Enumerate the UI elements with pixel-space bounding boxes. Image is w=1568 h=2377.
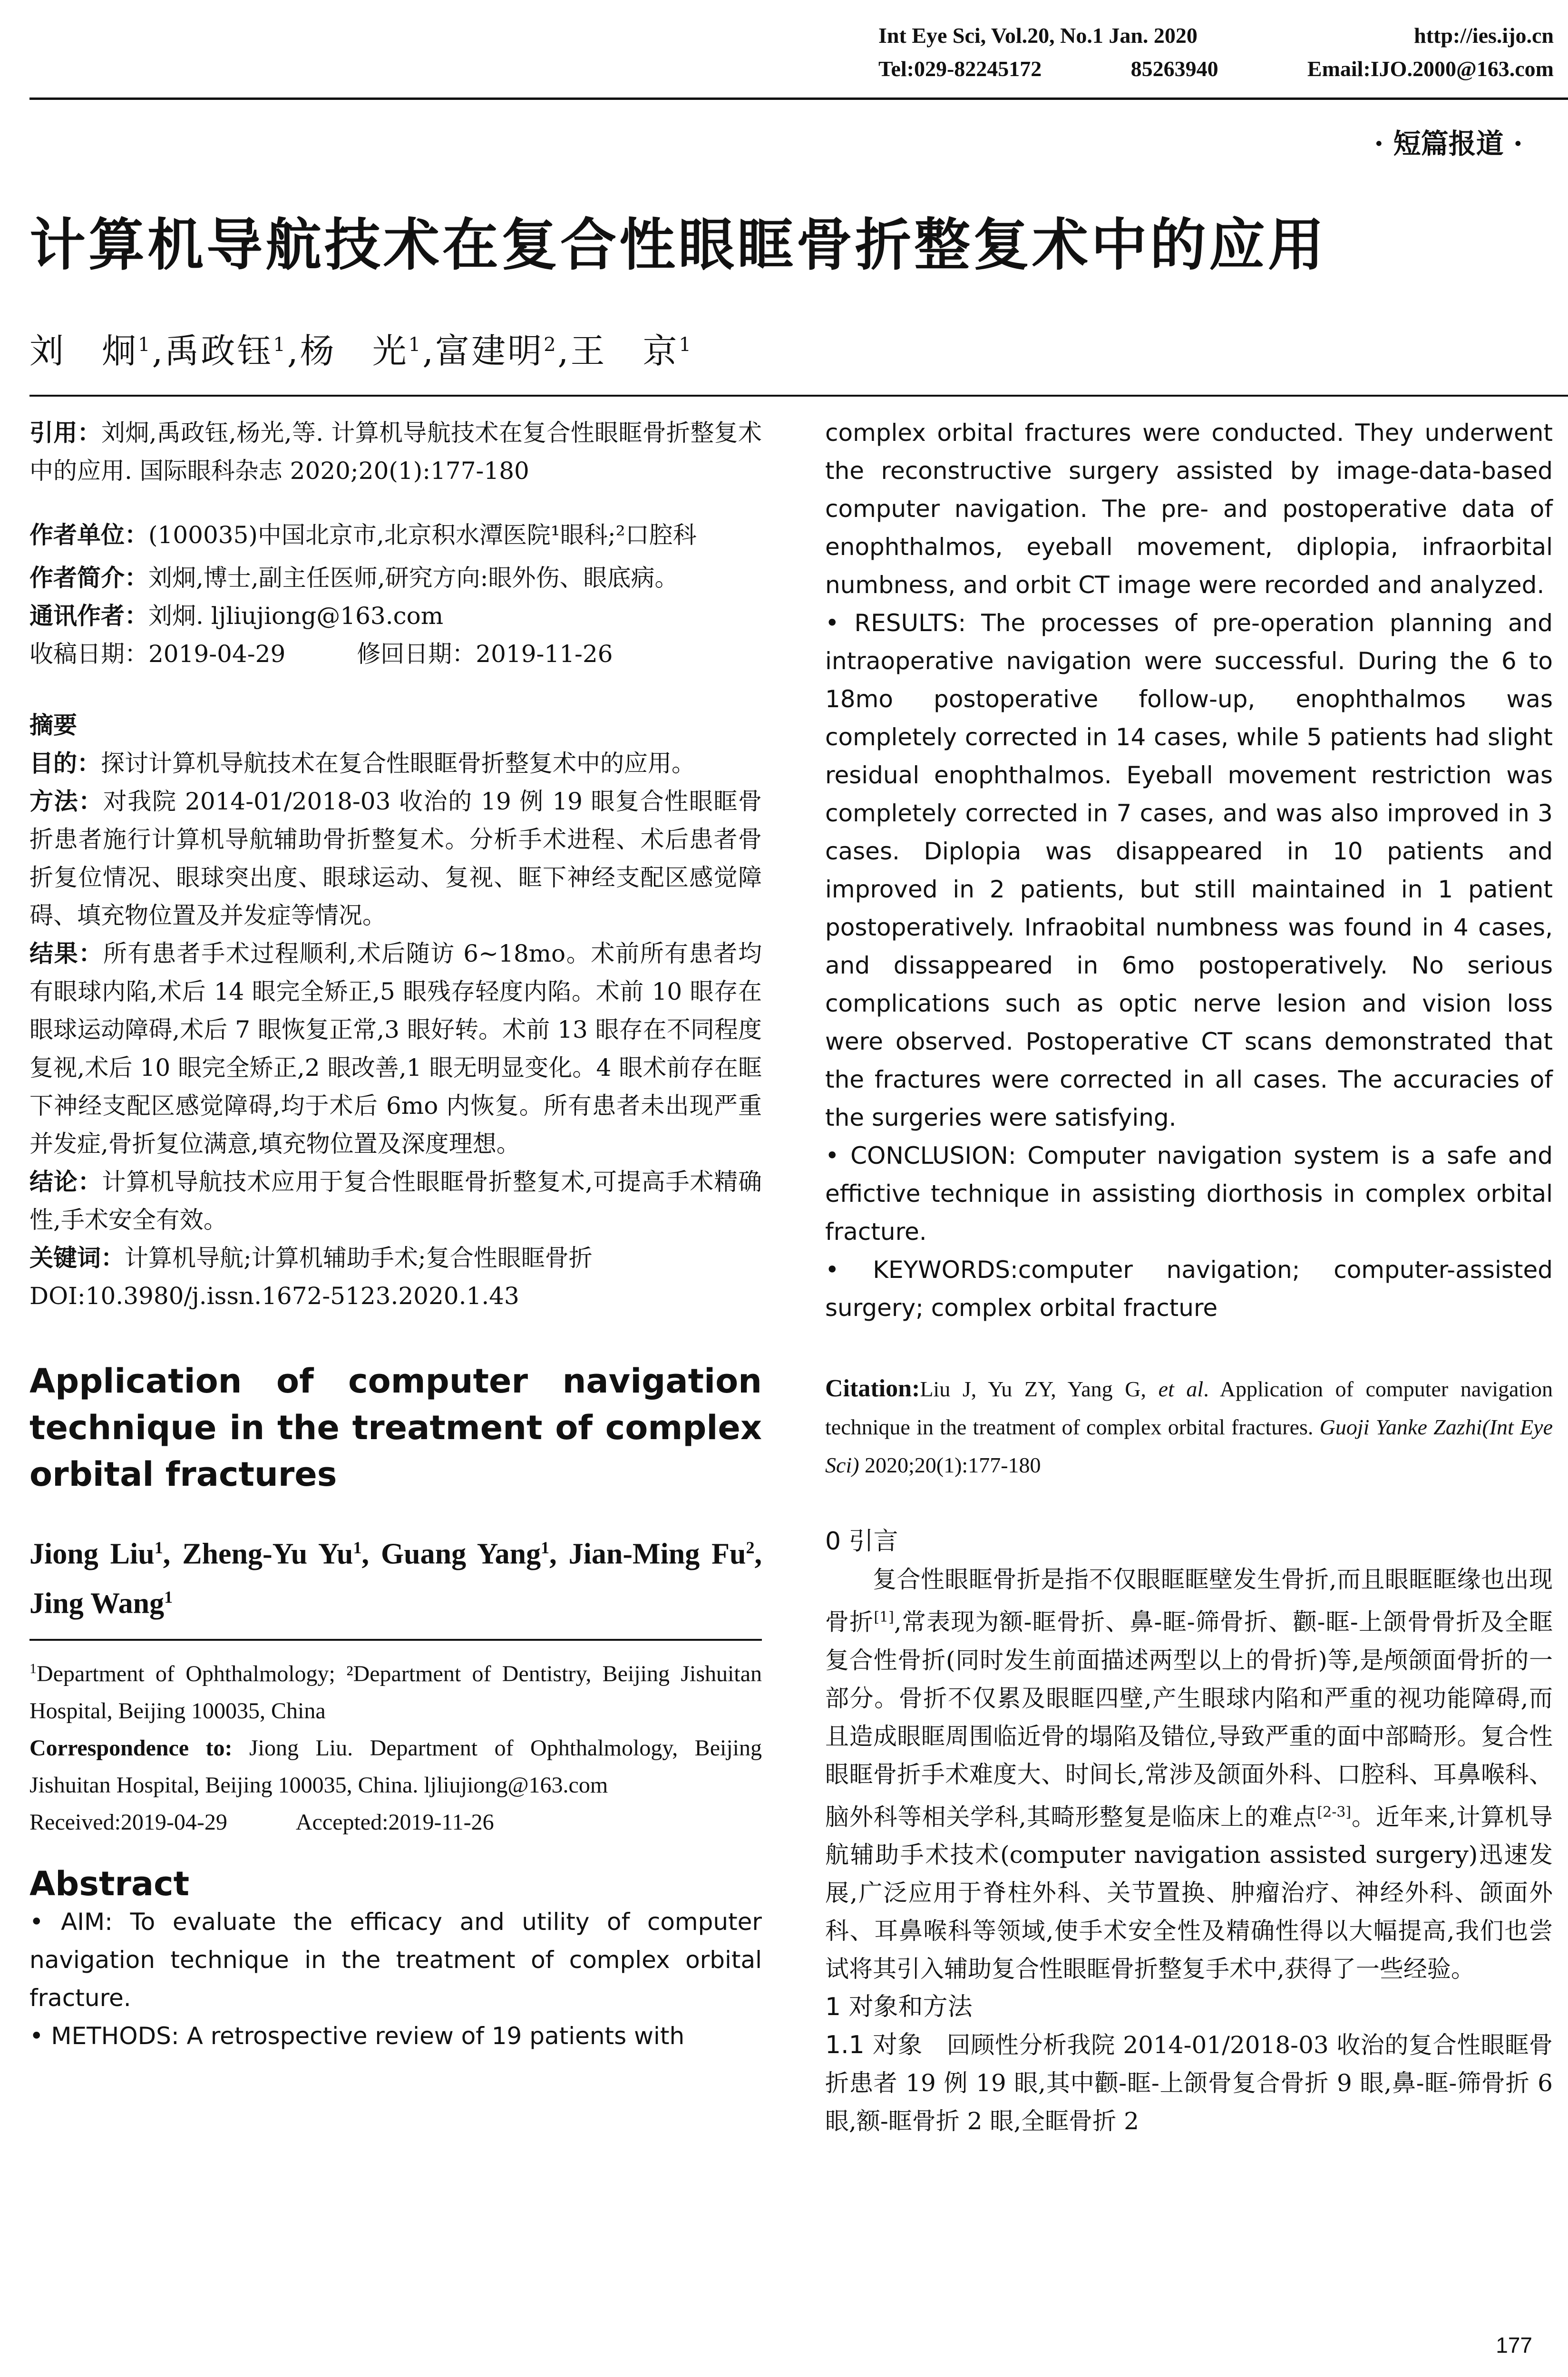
article-title: 计算机导航技术在复合性眼眶骨折整复术中的应用 — [29, 212, 1327, 278]
results-en: • RESULTS: The processes of pre-operation planning and intraoperative navigation were successful. During the 6 to 18mo postoperative follow-up, enophthalmos was completely corrected in 14 cases, while 5 patients had slight residual enophthalmos. Eyeball movement restriction was completely corrected in 7 cases, and was also improved in 3 cases. Diplopia was disappeared in 10 patients and improved in 2 patients, but still maintained in 1 patient postoperatively. Infraobital numbness was found in 4 cases, and dissappeared in 6mo postoperatively. No serious complications such as optic nerve lesion and vision loss were observed. Postoperative CT scans demonstrated that the fractures were corrected in all cases. The accuracies of the surgeries were satisfying. — [825, 609, 1553, 1131]
affiliation-cn: 作者单位：(100035)中国北京市,北京积水潭医院¹眼科;²口腔科 — [29, 521, 697, 549]
section1-1-paragraph: 1.1 对象 回顾性分析我院 2014-01/2018-03 收治的复合性眼眶骨折患者 19 例 19 眼,其中颧-眶-上颌骨复合骨折 9 眼,鼻-眶-筛骨折 6 眼,额-眶骨折 2 眼,全眶骨折 2 — [825, 2031, 1553, 2135]
journal-url[interactable]: http://ies.ijo.cn — [1414, 23, 1554, 48]
aim-en: • AIM: To evaluate the efficacy and utility of computer navigation technique in the treatment of complex orbital fracture. — [29, 1908, 762, 2012]
authors-cn: 刘 炯$^1$,禹政钰$^1$,杨 光$^1$,富建明$^2$,王 京$^1$ — [29, 331, 693, 371]
page-number: 177 — [1496, 2333, 1532, 2358]
journal-header — [878, 19, 1554, 86]
citation-cn: 引用：刘炯,禹政钰,杨光,等. 计算机导航技术在复合性眼眶骨折整复术中的应用. 国际眼科杂志 2020;20(1):177-180 — [29, 419, 762, 485]
journal-email[interactable]: Email:IJO.2000@163.com — [1307, 57, 1554, 81]
affiliation-rule — [29, 1639, 762, 1641]
title-rule — [29, 395, 1568, 397]
left-column — [29, 414, 762, 2055]
correspondence-cn: 通讯作者：刘炯. ljliujiong@163.com — [29, 602, 444, 630]
journal-tel2: 85263940 — [1130, 57, 1218, 81]
authors-en: Jiong Liu$^1$, Zheng-Yu Yu$^1$, Guang Yang$^1$, Jian-Ming Fu$^2$, Jing Wang$^1$ — [29, 1538, 762, 1620]
header-rule — [29, 97, 1568, 100]
citation-ref[interactable]: [1] — [874, 1609, 894, 1626]
keywords-en: • KEYWORDS:computer navigation; computer-assisted surgery; complex orbital fracture — [825, 1256, 1553, 1322]
citation-en: Citation:Liu J, Yu ZY, Yang G, et al. Application of computer navigation technique in the treatment of complex orbital fractures. Guoji Yanke Zazhi(Int Eye Sci) 2020;20(1):177-180 — [825, 1375, 1553, 1477]
intro-heading: 0 引言 — [825, 1527, 898, 1556]
affiliation-en: $^1$Department of Ophthalmology; ²Department of Dentistry, Beijing Jishuitan Hospital, Beijing 100035, China — [29, 1661, 762, 1724]
journal-line: Int Eye Sci, Vol.20, No.1 Jan. 2020 — [878, 23, 1198, 48]
section-tag: · 短篇报道 · — [1374, 127, 1523, 160]
methods-en: • METHODS: A retrospective review of 19 patients with — [29, 2022, 685, 2050]
aim-cn: 目的：探讨计算机导航技术在复合性眼眶骨折整复术中的应用。 — [29, 749, 695, 777]
author: 杨 光 — [300, 331, 409, 371]
section1-heading: 1 对象和方法 — [825, 1993, 973, 2022]
abstract-head-en: Abstract — [29, 1864, 190, 1904]
doi[interactable]: DOI:10.3980/j.issn.1672-5123.2020.1.43 — [29, 1282, 519, 1310]
author: 富建明 — [435, 331, 544, 371]
methods-en-cont: complex orbital fractures were conducted. They underwent the reconstructive surgery assisted by image-data-based computer navigation. The pre- and postoperative data of enophthalmos, eyeball movement, diplopia, infraorbital numbness, and orbit CT image were recorded and analyzed. — [825, 419, 1553, 599]
dates-en: Received:2019-04-29 Accepted:2019-11-26 — [29, 1810, 494, 1835]
author: 王 京 — [570, 331, 679, 371]
dates-cn: 收稿日期：2019-04-29 修回日期：2019-11-26 — [29, 640, 613, 668]
conclusion-cn: 结论：计算机导航技术应用于复合性眼眶骨折整复术,可提高手术精确性,手术安全有效。 — [29, 1168, 762, 1234]
conclusion-en: • CONCLUSION: Computer navigation system is a safe and effictive technique in assisting diorthosis in complex orbital fracture. — [825, 1142, 1553, 1246]
author: 刘 炯 — [29, 331, 138, 371]
citation-ref[interactable]: [2-3] — [1317, 1803, 1352, 1821]
results-cn: 结果：所有患者手术过程顺利,术后随访 6~18mo。术前所有患者均有眼球内陷,术后 14 眼完全矫正,5 眼残存轻度内陷。术前 10 眼存在眼球运动障碍,术后 7 眼恢复正常,3 眼好转。术前 13 眼存在不同程度复视,术后 10 眼完全矫正,2 眼改善,1 眼无明显变化。4 眼术前存在眶下神经支配区感觉障碍,均于术后 6mo 内恢复。所有患者未出现严重并发症,骨折复位满意,填充物位置及深度理想。 — [29, 939, 762, 1158]
bio-cn: 作者简介：刘炯,博士,副主任医师,研究方向:眼外伤、眼底病。 — [29, 564, 679, 592]
methods-cn: 方法：对我院 2014-01/2018-03 收治的 19 例 19 眼复合性眼眶骨折患者施行计算机导航辅助骨折整复术。分析手术进程、术后患者骨折复位情况、眼球突出度、眼球运动、复视、眶下神经支配区感觉障碍、填充物位置及并发症等情况。 — [29, 787, 762, 929]
journal-tel: Tel:029-82245172 — [878, 57, 1042, 81]
intro-paragraph: 复合性眼眶骨折是指不仅眼眶眶壁发生骨折,而且眼眶眶缘也出现骨折[1],常表现为额-眶骨折、鼻-眶-筛骨折、颧-眶-上颌骨骨折及全眶复合性骨折(同时发生前面描述两型以上的骨折)等,是颅颌面骨折的一部分。骨折不仅累及眼眶四壁,产生眼球内陷和严重的视功能障碍,而且造成眼眶周围临近骨的塌陷及错位,导致严重的面中部畸形。复合性眼眶骨折手术难度大、时间长,常涉及颌面外科、口腔科、耳鼻喉科、脑外科等相关学科,其畸形整复是临床上的难点[2-3]。近年来,计算机导航辅助手术技术(computer navigation assisted surgery)迅速发展,广泛应用于脊柱外科、关节置换、肿瘤治疗、神经外科、颌面外科、耳鼻喉科等领域,使手术安全性及精确性得以大幅提高,我们也尝试将其引入辅助复合性眼眶骨折整复手术中,获得了一些经验。 — [825, 1566, 1553, 1983]
english-title: Application of computer navigation technique in the treatment of complex orbital fractures — [29, 1362, 762, 1494]
abstract-head-cn: 摘要 — [29, 711, 77, 739]
author: 禹政钰 — [165, 331, 273, 371]
keywords-cn: 关键词：计算机导航;计算机辅助手术;复合性眼眶骨折 — [29, 1244, 593, 1272]
correspondence-en: Correspondence to: Jiong Liu. Department of Ophthalmology, Beijing Jishuitan Hospital, Beijing 100035, China. ljliujiong@163.com — [29, 1735, 762, 1798]
right-column — [825, 414, 1553, 2140]
